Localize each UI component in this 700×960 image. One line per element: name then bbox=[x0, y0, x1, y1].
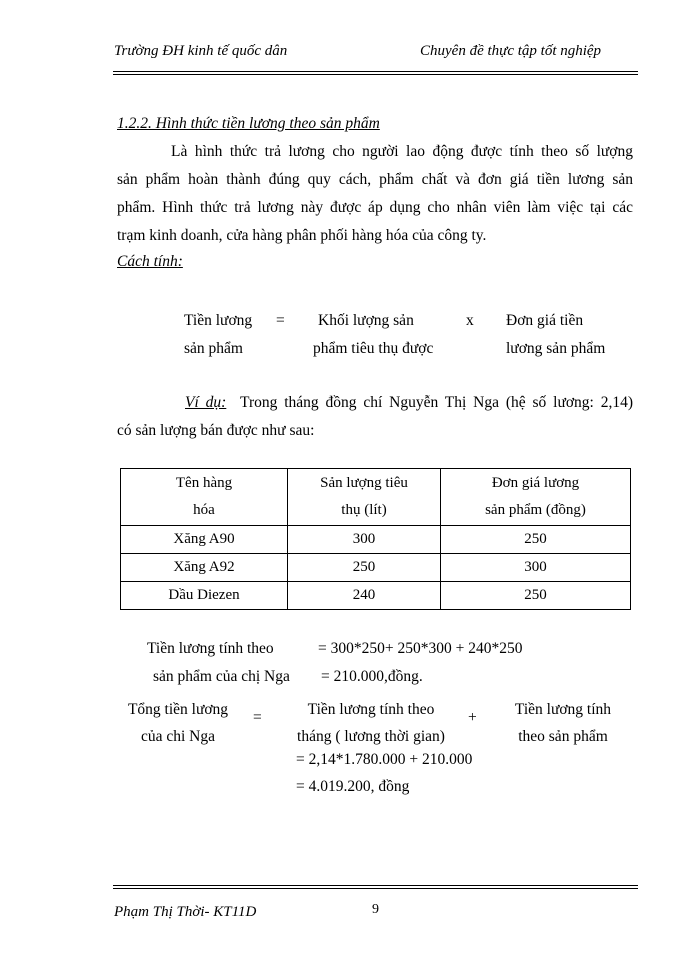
sales-table bbox=[120, 468, 631, 610]
table-header-cell: Tên hàng hóa bbox=[121, 469, 288, 526]
table-cell: 250 bbox=[288, 554, 441, 582]
method-label: Cách tính: bbox=[117, 253, 183, 270]
result-line-1: = 2,14*1.780.000 + 210.000 bbox=[296, 751, 473, 768]
table-cell: Dầu Diezen bbox=[121, 582, 288, 610]
table-row bbox=[121, 526, 631, 554]
table-cell: Xăng A92 bbox=[121, 554, 288, 582]
formula-left bbox=[184, 307, 252, 363]
footer-author: Phạm Thị Thời- KT11D bbox=[114, 904, 257, 920]
footer-rule bbox=[113, 885, 638, 886]
table-cell: 240 bbox=[288, 582, 441, 610]
table-header-cell: Đơn giá lương sản phẩm (đồng) bbox=[441, 469, 631, 526]
header-left: Trường ĐH kinh tế quốc dân bbox=[114, 43, 288, 59]
total-salary-label: Tổng tiền lương của chi Nga bbox=[127, 701, 229, 745]
formula-equals: = bbox=[276, 312, 285, 329]
intro-paragraph bbox=[117, 138, 633, 250]
result-line-2: = 4.019.200, đồng bbox=[296, 778, 410, 795]
header-rule-2 bbox=[113, 74, 638, 75]
table-cell: 250 bbox=[441, 526, 631, 554]
calc-line-1-label: Tiền lương tính theo bbox=[147, 640, 274, 657]
formula-times: x bbox=[466, 312, 474, 329]
calc-line-2-label: sản phẩm của chị Nga bbox=[153, 668, 290, 685]
table-header-cell: Sản lượng tiêu thụ (lít) bbox=[288, 469, 441, 526]
table-header-row bbox=[121, 469, 631, 526]
intro-line: Là hình thức trả lương cho người lao động được tính theo số lượng bbox=[171, 143, 633, 160]
total-equals: = bbox=[253, 709, 262, 726]
footer-rule-2 bbox=[113, 888, 638, 889]
formula-mid-line: Khối lượng sản bbox=[318, 312, 414, 329]
calc-line-1-value: = 300*250+ 250*300 + 240*250 bbox=[318, 640, 523, 657]
table-row bbox=[121, 582, 631, 610]
table-cell: 300 bbox=[288, 526, 441, 554]
header-rule bbox=[113, 71, 638, 72]
table-cell: 250 bbox=[441, 582, 631, 610]
intro-line: phẩm. Hình thức trả lương này được áp dụng cho nhân viên làm việc tại các bbox=[117, 199, 633, 216]
formula-mid-line: phẩm tiêu thụ được bbox=[313, 340, 434, 357]
formula-right-line: lương sản phẩm bbox=[506, 340, 606, 357]
formula-mid bbox=[313, 307, 433, 363]
example-text: Trong tháng đồng chí Nguyễn Thị Nga (hệ số lương: 2,14) bbox=[240, 394, 634, 411]
table-row bbox=[121, 554, 631, 582]
intro-line: trạm kinh doanh, cửa hàng phân phối hàng hóa của công ty. bbox=[117, 227, 487, 244]
formula-left-line: Tiền lương bbox=[184, 312, 253, 329]
example-line-2: có sản lượng bán được như sau: bbox=[117, 422, 315, 439]
table-cell: 300 bbox=[441, 554, 631, 582]
example-paragraph bbox=[117, 389, 633, 445]
product-salary-label: Tiền lương tính theo sản phẩm bbox=[514, 701, 612, 745]
formula-right bbox=[506, 307, 605, 363]
calc-line-2-value: = 210.000,đồng. bbox=[321, 668, 423, 685]
section-heading: 1.2.2. Hình thức tiền lương theo sản phẩm bbox=[117, 115, 380, 132]
page-number: 9 bbox=[372, 902, 379, 917]
example-label: Ví dụ: bbox=[185, 394, 227, 411]
example-line-1 bbox=[117, 389, 633, 417]
formula-right-line: Đơn giá tiền bbox=[506, 312, 584, 329]
formula-left-line: sản phẩm bbox=[184, 340, 243, 357]
plus-sign: + bbox=[468, 709, 477, 726]
table-cell: Xăng A90 bbox=[121, 526, 288, 554]
time-salary-label: Tiền lương tính theo tháng ( lương thời gian) bbox=[297, 701, 445, 745]
header-right: Chuyên đề thực tập tốt nghiệp bbox=[420, 43, 602, 59]
intro-line: sản phẩm hoàn thành đúng quy cách, phẩm chất và đơn giá tiền lương sản bbox=[117, 171, 633, 188]
